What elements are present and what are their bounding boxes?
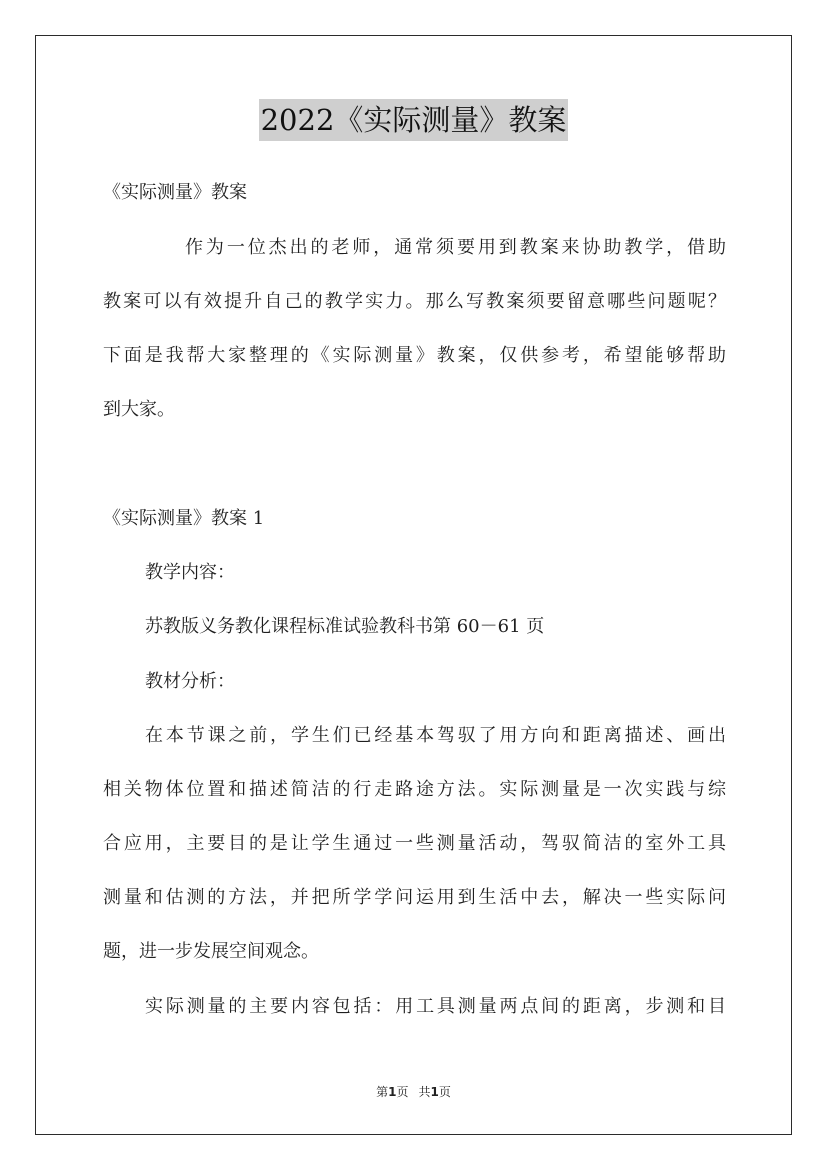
content-text: 苏教版义务教化课程标准试验教科书第 60－61 页 — [145, 616, 545, 637]
analysis-line-1: 在本节课之前，学生们已经基本驾驭了用方向和距离描述、画出 — [145, 725, 726, 746]
footer-total-post: 页 — [438, 1085, 451, 1099]
analysis-label: 教材分析： — [145, 671, 235, 692]
content-label: 教学内容： — [145, 562, 235, 583]
intro-line-3: 下面是我帮大家整理的《实际测量》教案，仅供参考，希望能够帮助 — [103, 345, 726, 366]
intro-line-2: 教案可以有效提升自己的教学实力。那么写教案须要留意哪些问题呢？ — [103, 291, 726, 312]
analysis-line-3: 合应用，主要目的是让学生通过一些测量活动，驾驭简洁的室外工具 — [103, 833, 726, 854]
document-title: 2022《实际测量》教案 — [259, 99, 569, 141]
footer-page-post: 页 — [396, 1085, 409, 1099]
section-heading: 《实际测量》教案 1 — [103, 508, 265, 529]
analysis-line-4: 测量和估测的方法，并把所学学问运用到生活中去，解决一些实际问 — [103, 887, 726, 908]
intro-line-1: 作为一位杰出的老师，通常须要用到教案来协助教学，借助 — [185, 237, 726, 258]
footer-total-pages: 1 — [430, 1085, 439, 1099]
analysis-line-2: 相关物体位置和描述简洁的行走路途方法。实际测量是一次实践与综 — [103, 779, 726, 800]
analysis-line-5: 题，进一步发展空间观念。 — [103, 941, 319, 962]
intro-line-4: 到大家。 — [103, 399, 175, 420]
title-container — [0, 99, 827, 141]
footer-page-pre: 第 — [376, 1085, 389, 1099]
document-subtitle: 《实际测量》教案 — [103, 182, 247, 203]
footer-total-pre: 共 — [418, 1085, 431, 1099]
page-footer — [0, 1083, 827, 1101]
main-content-line: 实际测量的主要内容包括：用工具测量两点间的距离，步测和目 — [145, 996, 726, 1017]
footer-page-number: 1 — [388, 1085, 397, 1099]
